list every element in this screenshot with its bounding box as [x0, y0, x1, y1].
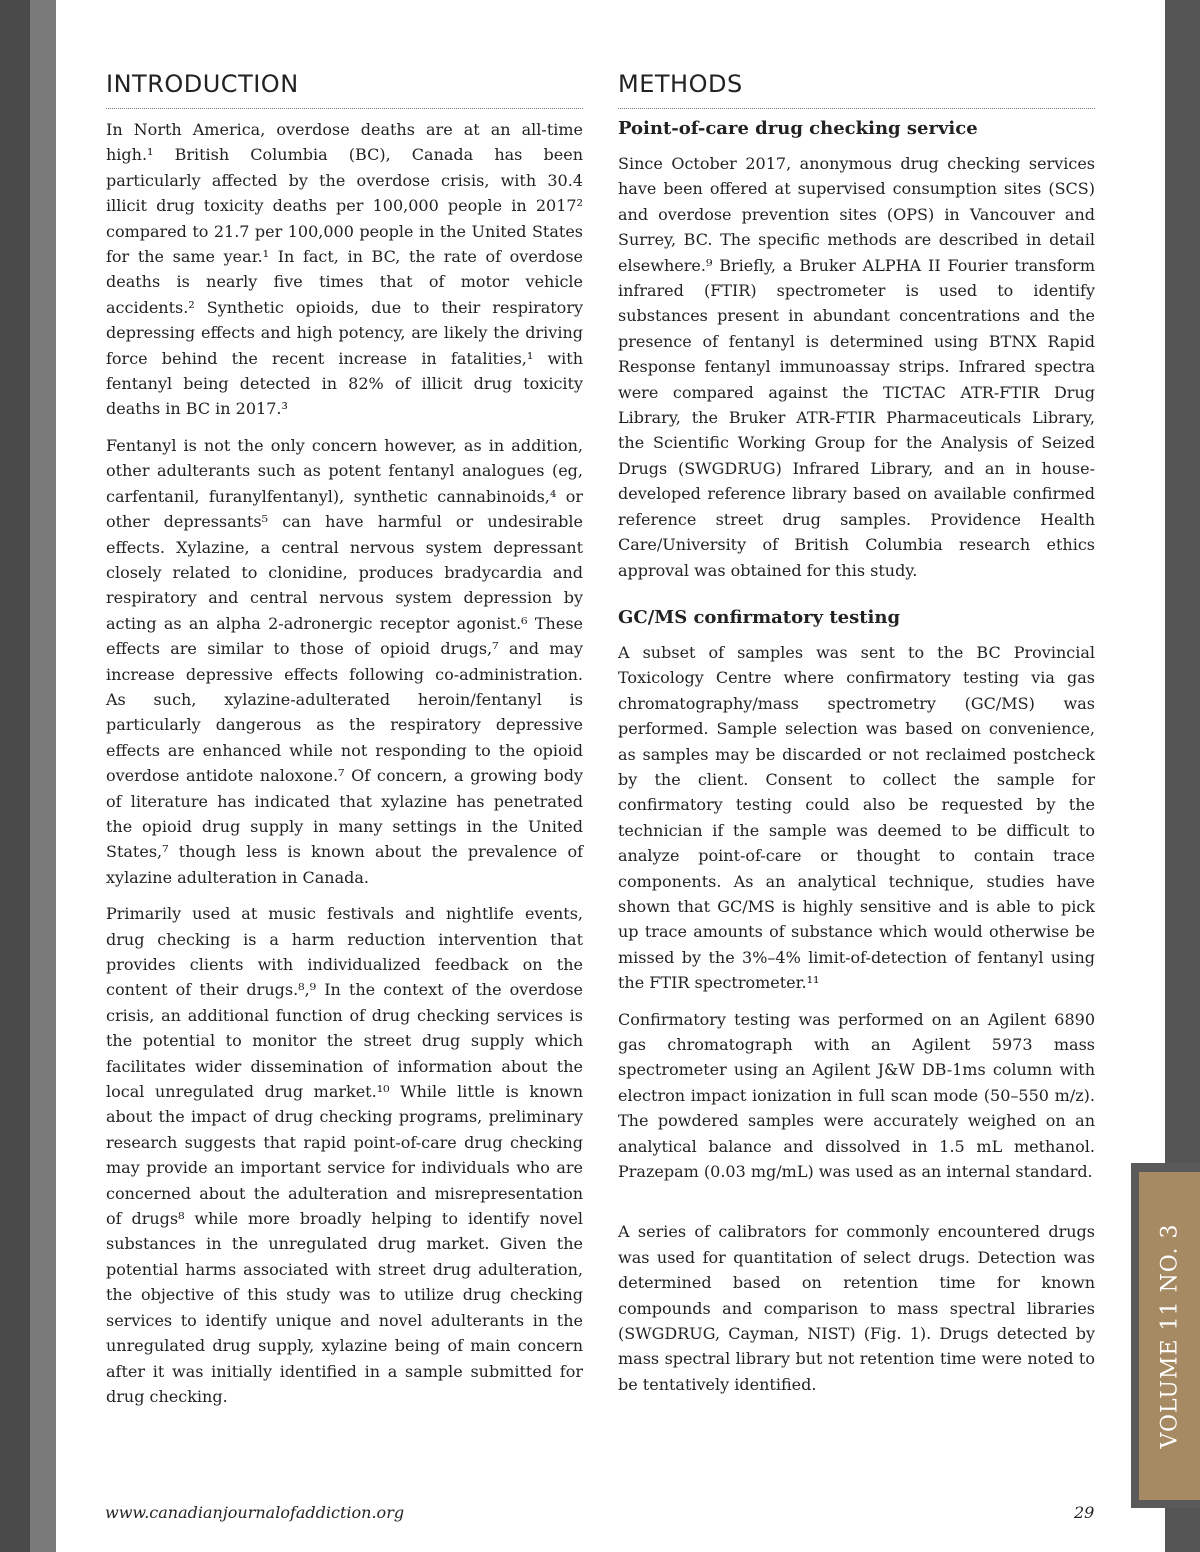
footer-url: www.canadianjournalofaddiction.org	[105, 1503, 405, 1522]
point-of-care-paragraph-1: Since October 2017, anonymous drug checking services have been offered at supervised consumption sites (SCS) and overdose prevention sites (OPS) in Vancouver and Surrey, BC. The specific methods are described in detail elsewhere.⁹ Briefly, a Bruker ALPHA II Fourier transform infrared (FTIR) spectrometer is used to identify substances present in abundant concentrations and the presence of fentanyl is determined using BTNX Rapid Response fentanyl immunoassay strips. Infrared spectra were compared against the TICTAC ATR-FTIR Drug Library, the Bruker ATR-FTIR Pharmaceuticals Library, the Scientific Working Group for the Analysis of Seized Drugs (SWGDRUG) Infrared Library, and an in house-developed reference library based on available confirmed reference street drug samples. Providence Health Care/University of British Columbia research ethics approval was obtained for this study.	[618, 154, 1095, 580]
section-spacer	[618, 594, 1095, 606]
introduction-paragraph-1: In North America, overdose deaths are at an all-time high.¹ British Columbia (BC), Canada has been particularly affected by the overdose crisis, with 30.4 illicit drug toxicity deaths per 100,000 people in 2017² compared to 21.7 per 100,000 people in the United States for the same year.¹ In fact, in BC, the rate of overdose deaths is nearly five times that of motor vehicle accidents.² Synthetic opioids, due to their respiratory depressing effects and high potency, are likely the driving force behind the recent increase in fatalities,¹ with fentanyl being detected in 82% of illicit drug toxicity deaths in BC in 2017.³	[106, 120, 583, 419]
page-number: 29	[1074, 1503, 1095, 1522]
gcms-paragraph-2: Confirmatory testing was performed on an Agilent 6890 gas chromatograph with an Agilent 5973 mass spectrometer using an Agilent J&W DB-1ms column with electron impact ionization in full scan mode (50–550 m/z). The powdered samples were accurately weighed on an analytical balance and dissolved in 1.5 mL methanol. Prazepam (0.03 mg/mL) was used as an internal standard.	[618, 1009, 1095, 1182]
paragraph-spacer	[618, 1195, 1095, 1219]
subsection-heading-point-of-care: Point-of-care drug checking service	[618, 118, 978, 139]
introduction-heading: INTRODUCTION	[106, 70, 583, 109]
volume-label: VOLUME 11 NO. 3	[1157, 1223, 1183, 1449]
introduction-paragraph-3: Primarily used at music festivals and nightlife events, drug checking is a harm reduction intervention that provides clients with individualized feedback on the content of their drugs.⁸,⁹ In the context of the overdose crisis, an additional function of drug checking services is the potential to monitor the street drug supply which facilitates wider dissemination of information about the local unregulated drug market.¹⁰ While little is known about the impact of drug checking programs, preliminary research suggests that rapid point-of-care drug checking may provide an important service for individuals who are concerned about the adulteration and misrepresentation of drugs⁸ while more broadly helping to identify novel substances in the unregulated drug market. Given the potential harms associated with street drug adulteration, the objective of this study was to utilize drug checking services to identify unique and novel adulterants in the unregulated drug supply, xylazine being of main concern after it was initially identified in a sample submitted for drug checking.	[106, 904, 583, 1406]
left-margin-inner	[30, 0, 56, 1552]
methods-heading: METHODS	[618, 70, 1095, 109]
introduction-paragraph-2: Fentanyl is not the only concern however, as in addition, other adulterants such as potent fentanyl analogues (eg, carfentanil, furanylfentanyl), synthetic cannabinoids,⁴ or other depressants⁵ can have harmful or undesirable effects. Xylazine, a central nervous system depressant closely related to clonidine, produces bradycardia and respiratory and central nervous system depression by acting as an alpha 2-adronergic receptor agonist.⁶ These effects are similar to those of opioid drugs,⁷ and may increase depressive effects following co-administration. As such, xylazine-adulterated heroin/fentanyl is particularly dangerous as the respiratory depressive effects are enhanced while not responding to the opioid overdose antidote naloxone.⁷ Of concern, a growing body of literature has indicated that xylazine has penetrated the opioid drug supply in many settings in the United States,⁷ though less is known about the prevalence of xylazine adulteration in Canada.	[106, 435, 583, 887]
introduction-column	[106, 70, 583, 1420]
subsection-heading-gcms: GC/MS confirmatory testing	[618, 606, 901, 628]
gcms-paragraph-1: A subset of samples was sent to the BC Provincial Toxicology Centre where confirmatory testing via gas chromatography/mass spectrometry (GC/MS) was performed. Sample selection was based on convenience, as samples may be discarded or not reclaimed postcheck by the client. Consent to collect the sample for confirmatory testing could also be requested by the technician if the sample was deemed to be difficult to analyze point-of-care or thought to contain trace components. As an analytical technique, studies have shown that GC/MS is highly sensitive and is able to pick up trace amounts of substance which would otherwise be missed by the 3%–4% limit-of-detection of fentanyl using the FTIR spectrometer.¹¹	[618, 642, 1095, 993]
methods-column	[618, 70, 1095, 1408]
left-margin-bar	[0, 0, 30, 1552]
gcms-paragraph-3: A series of calibrators for commonly encountered drugs was used for quantitation of select drugs. Detection was determined based on retention time for known compounds and comparison to mass spectral libraries (SWGDRUG, Cayman, NIST) (Fig. 1). Drugs detected by mass spectral library but not retention time were noted to be tentatively identified.	[618, 1222, 1095, 1394]
